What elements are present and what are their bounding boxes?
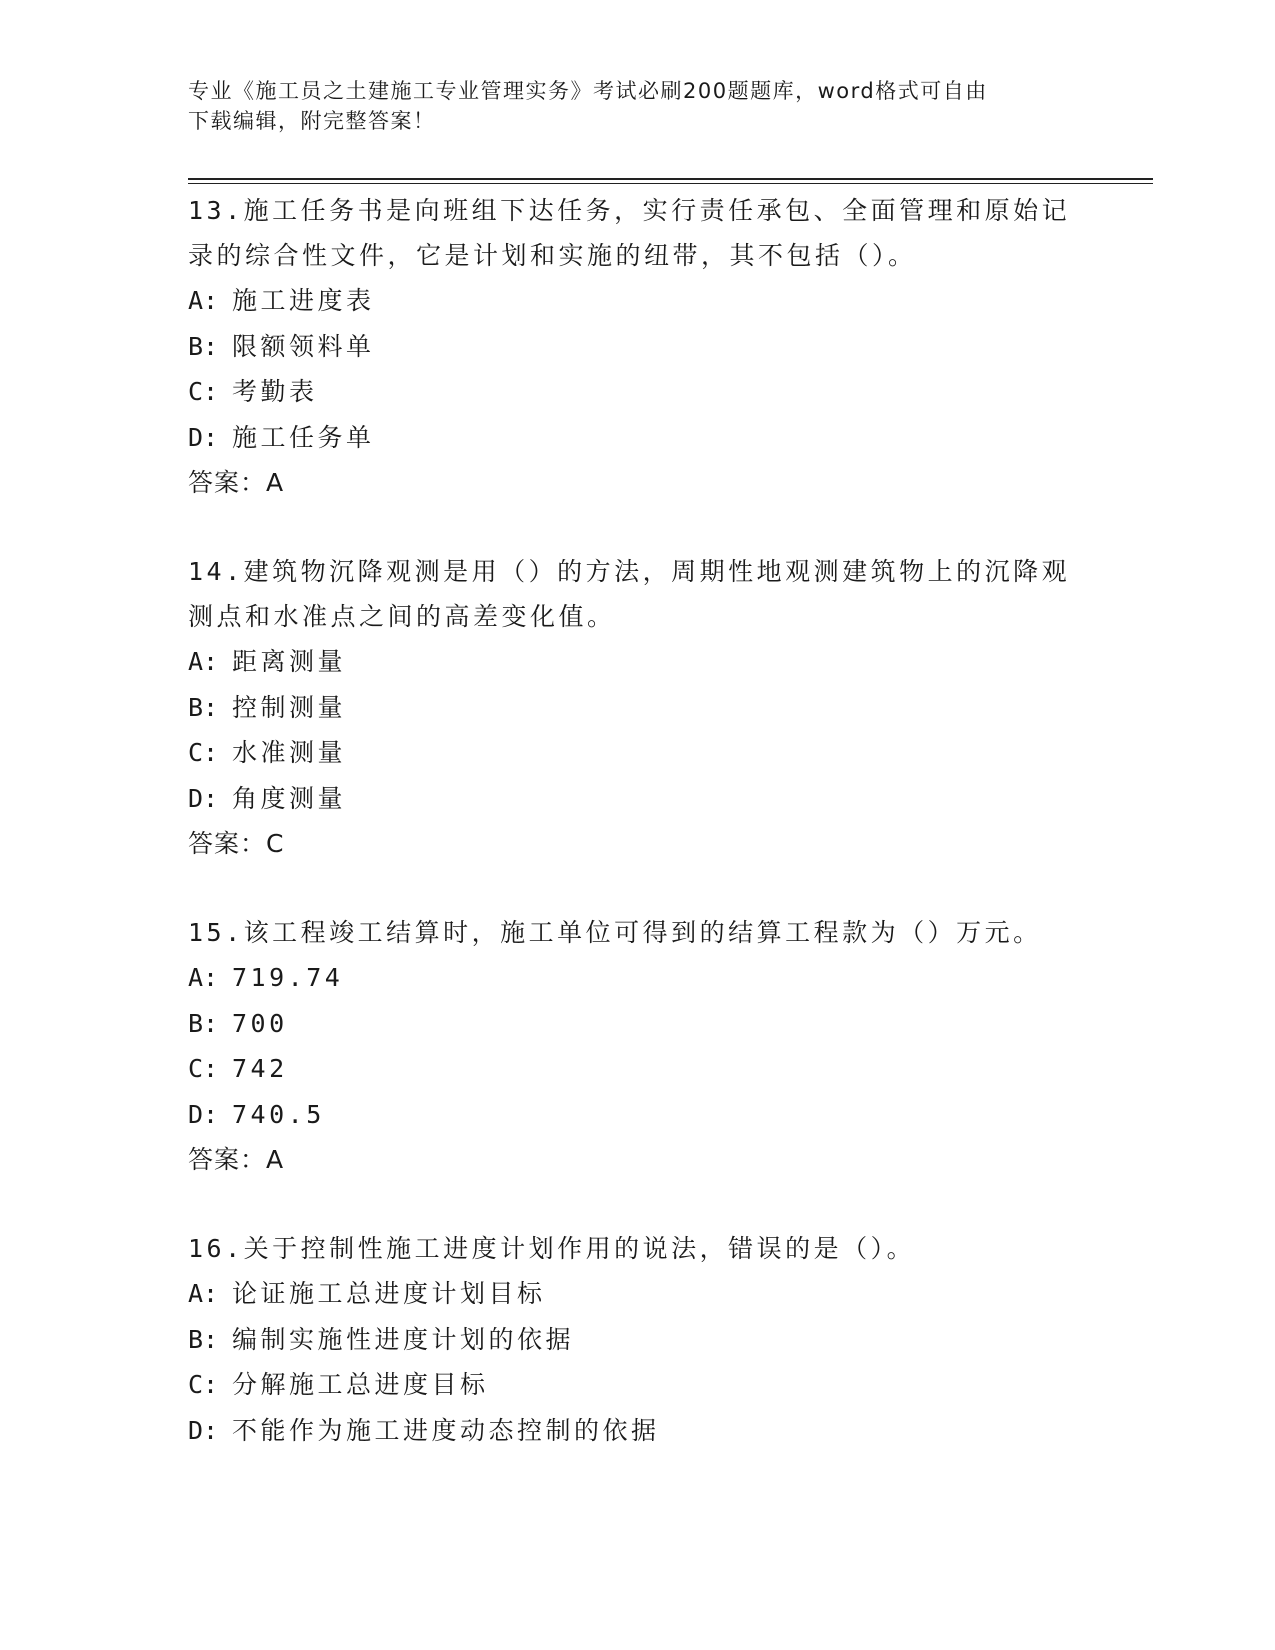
option-d bbox=[188, 1092, 1088, 1138]
question-text-line: 测点和水准点之间的高差变化值。 bbox=[188, 602, 616, 631]
option-letter: A: bbox=[188, 963, 219, 992]
header-rule-bottom bbox=[188, 183, 1153, 184]
answer-label: 答案：C bbox=[188, 829, 285, 858]
option-c bbox=[188, 1362, 1088, 1408]
question-text-line: 14.建筑物沉降观测是用（）的方法，周期性地观测建筑物上的沉降观 bbox=[188, 557, 1071, 586]
option-text: 限额领料单 bbox=[232, 331, 375, 361]
option-letter: D: bbox=[188, 422, 219, 452]
option-letter: B: bbox=[188, 1324, 219, 1354]
header-line-2: 下载编辑，附完整答案！ bbox=[188, 109, 436, 133]
option-text: 编制实施性进度计划的依据 bbox=[232, 1324, 575, 1354]
option-b bbox=[188, 685, 1088, 731]
option-text: 719.74 bbox=[232, 963, 344, 992]
header-rule-top bbox=[188, 178, 1153, 180]
option-text: 角度测量 bbox=[232, 783, 347, 813]
option-letter: B: bbox=[188, 1008, 219, 1038]
question-16 bbox=[188, 1226, 1088, 1453]
option-letter: A: bbox=[188, 286, 219, 315]
option-a bbox=[188, 955, 1088, 1001]
question-text-line: 15.该工程竣工结算时，施工单位可得到的结算工程款为（）万元。 bbox=[188, 918, 1042, 947]
question-14 bbox=[188, 549, 1088, 866]
option-d bbox=[188, 415, 1088, 461]
option-c bbox=[188, 369, 1088, 415]
option-letter: D: bbox=[188, 783, 219, 813]
option-text: 740.5 bbox=[232, 1099, 325, 1129]
questions-list bbox=[188, 188, 1088, 1453]
option-text: 论证施工总进度计划目标 bbox=[232, 1279, 546, 1308]
option-c bbox=[188, 1046, 1088, 1092]
option-d bbox=[188, 776, 1088, 822]
option-text: 不能作为施工进度动态控制的依据 bbox=[232, 1415, 660, 1445]
question-spacer bbox=[188, 1182, 1088, 1226]
question-spacer bbox=[188, 505, 1088, 549]
header-line-1: 专业《施工员之土建施工专业管理实务》考试必刷200题题库，word格式可自由 bbox=[188, 79, 988, 103]
option-a bbox=[188, 639, 1088, 685]
answer-label: 答案：A bbox=[188, 468, 285, 497]
question-13 bbox=[188, 188, 1088, 505]
question-text-line: 13.施工任务书是向班组下达任务，实行责任承包、全面管理和原始记 bbox=[188, 196, 1071, 225]
option-letter: B: bbox=[188, 331, 219, 361]
option-text: 考勤表 bbox=[232, 377, 318, 406]
question-text-line: 录的综合性文件，它是计划和实施的纽带，其不包括（）。 bbox=[188, 241, 917, 270]
option-b bbox=[188, 1001, 1088, 1047]
option-b bbox=[188, 324, 1088, 370]
option-letter: A: bbox=[188, 1279, 219, 1308]
option-text: 施工任务单 bbox=[232, 422, 375, 452]
option-letter: D: bbox=[188, 1415, 219, 1445]
option-letter: C: bbox=[188, 377, 219, 406]
option-c bbox=[188, 730, 1088, 776]
question-text-line: 16.关于控制性施工进度计划作用的说法，错误的是（）。 bbox=[188, 1234, 916, 1263]
option-letter: C: bbox=[188, 738, 219, 767]
option-letter: C: bbox=[188, 1370, 219, 1399]
option-d bbox=[188, 1408, 1088, 1454]
option-text: 水准测量 bbox=[232, 738, 347, 767]
option-text: 施工进度表 bbox=[232, 286, 375, 315]
option-text: 分解施工总进度目标 bbox=[232, 1370, 489, 1399]
option-a bbox=[188, 278, 1088, 324]
option-letter: B: bbox=[188, 692, 219, 722]
option-text: 700 bbox=[232, 1008, 288, 1038]
option-text: 控制测量 bbox=[232, 692, 347, 722]
option-text: 距离测量 bbox=[232, 647, 347, 676]
question-15 bbox=[188, 910, 1088, 1182]
option-letter: D: bbox=[188, 1099, 219, 1129]
option-a bbox=[188, 1271, 1088, 1317]
option-letter: A: bbox=[188, 647, 219, 676]
option-text: 742 bbox=[232, 1054, 288, 1083]
option-letter: C: bbox=[188, 1054, 219, 1083]
document-header bbox=[188, 76, 1088, 136]
question-spacer bbox=[188, 866, 1088, 910]
answer-label: 答案：A bbox=[188, 1145, 285, 1174]
option-b bbox=[188, 1317, 1088, 1363]
